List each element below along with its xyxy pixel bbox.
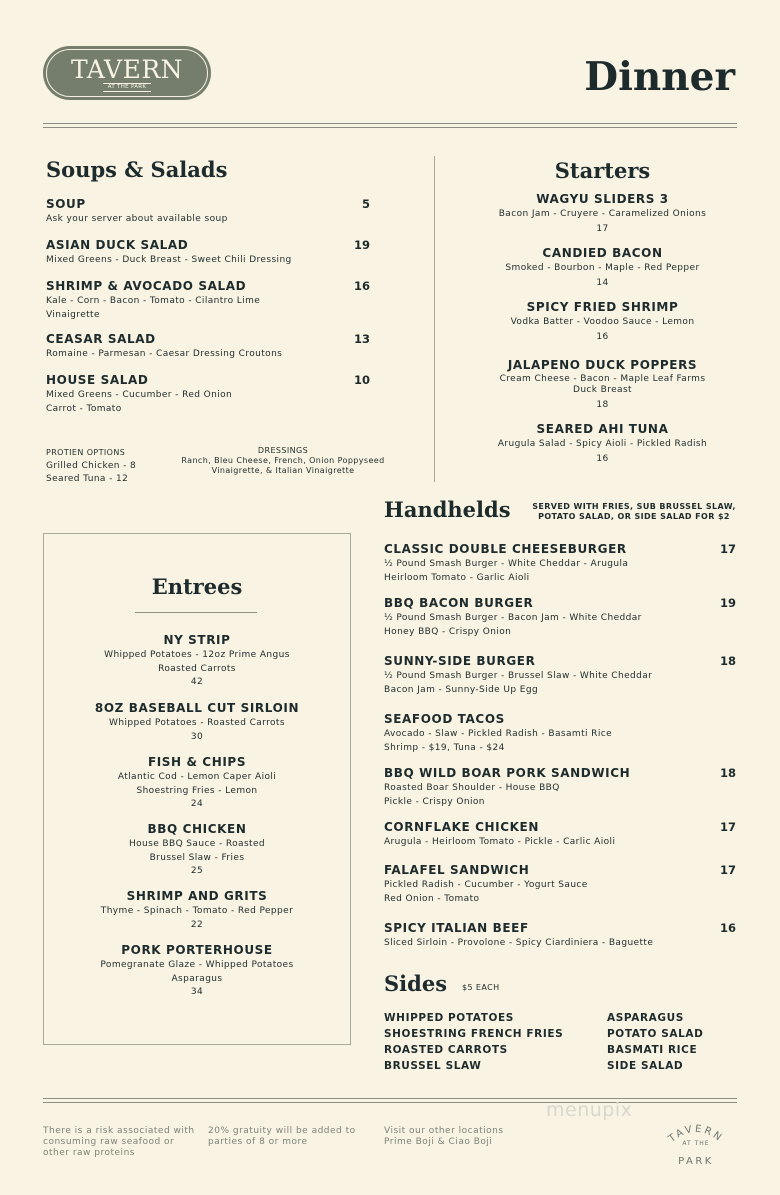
cornflake-chicken-item bbox=[384, 820, 736, 850]
logo-name: TAVERN bbox=[70, 55, 184, 84]
warning-line: other raw proteins bbox=[43, 1148, 135, 1158]
item-price: 16 bbox=[596, 331, 609, 342]
item-desc: Heirloom Tomato - Garlic Aioli bbox=[384, 572, 530, 583]
footer-divider-bottom bbox=[43, 1102, 737, 1103]
item-price: 17 bbox=[719, 820, 736, 834]
item-price: 5 bbox=[361, 197, 370, 211]
handhelds-title: Handhelds bbox=[384, 497, 511, 522]
item-price: 17 bbox=[719, 542, 736, 556]
starters-title: Starters bbox=[554, 158, 651, 183]
item-desc: Shrimp - $19, Tuna - $24 bbox=[384, 742, 505, 753]
item-desc: Bacon Jam - Cruyere - Caramelized Onions bbox=[498, 209, 707, 219]
item-desc: Avocado - Slaw - Pickled Radish - Basamti Rice bbox=[384, 729, 613, 739]
footer-logo-bottom: PARK bbox=[678, 1156, 714, 1167]
item-name: CLASSIC DOUBLE CHEESEBURGER bbox=[384, 542, 627, 556]
jalapeno-duck-poppers-item bbox=[440, 358, 765, 413]
item-name: JALAPENO DUCK POPPERS bbox=[507, 358, 698, 372]
item-desc: ½ Pound Smash Burger - Bacon Jam - White Cheddar bbox=[384, 613, 642, 623]
handhelds-note bbox=[532, 502, 736, 522]
side-item: WHIPPED POTATOES bbox=[384, 1012, 514, 1024]
sides-left-list bbox=[384, 1010, 563, 1074]
ny-strip-item bbox=[43, 633, 351, 690]
house-salad-item bbox=[46, 373, 370, 416]
item-name: SHRIMP & AVOCADO SALAD bbox=[46, 279, 247, 293]
side-item: SHOESTRING FRENCH FRIES bbox=[384, 1028, 564, 1040]
item-price: 17 bbox=[596, 223, 609, 234]
protein-line: Grilled Chicken - 8 bbox=[46, 460, 137, 471]
sides-title: Sides bbox=[384, 971, 448, 996]
seared-ahi-tuna-item bbox=[440, 422, 765, 466]
watermark: menupix bbox=[546, 1099, 633, 1121]
item-desc: Vodka Batter - Voodoo Sauce - Lemon bbox=[510, 317, 695, 327]
item-price: 10 bbox=[353, 373, 370, 387]
protein-options bbox=[46, 446, 136, 487]
sirloin-item bbox=[43, 701, 351, 744]
item-price: 13 bbox=[353, 332, 370, 346]
item-desc: Whipped Potatoes - 12oz Prime Angus bbox=[104, 650, 290, 660]
item-price: 18 bbox=[596, 400, 609, 410]
note-line: SERVED WITH FRIES, SUB BRUSSEL SLAW, bbox=[532, 502, 736, 511]
locations-line: Visit our other locations bbox=[384, 1126, 504, 1136]
footer-divider-top bbox=[43, 1098, 737, 1099]
item-price: 34 bbox=[190, 987, 204, 997]
fish-chips-item bbox=[43, 755, 351, 812]
item-desc: Pomegranate Glaze - Whipped Potatoes bbox=[100, 960, 294, 970]
item-price: 42 bbox=[190, 677, 204, 687]
side-item: BRUSSEL SLAW bbox=[384, 1060, 482, 1072]
classic-cheeseburger-item bbox=[384, 542, 736, 585]
seafood-tacos-item bbox=[384, 712, 736, 755]
item-desc: Honey BBQ - Crispy Onion bbox=[384, 626, 512, 637]
item-desc: Roasted Carrots bbox=[158, 663, 236, 674]
protein-line: Seared Tuna - 12 bbox=[46, 474, 129, 484]
item-price: 25 bbox=[190, 866, 204, 876]
wagyu-sliders-item bbox=[440, 192, 765, 236]
item-name: FALAFEL SANDWICH bbox=[384, 863, 530, 877]
item-desc: Pickle - Crispy Onion bbox=[384, 796, 485, 807]
side-item: SIDE SALAD bbox=[607, 1060, 684, 1072]
item-name: HOUSE SALAD bbox=[46, 373, 149, 387]
footer-logo-top: TAVERN bbox=[666, 1123, 726, 1145]
side-item: POTATO SALAD bbox=[607, 1028, 704, 1040]
item-price: 14 bbox=[596, 277, 609, 288]
boar-sandwich-item bbox=[384, 766, 736, 809]
dressings-line: Ranch, Bleu Cheese, French, Onion Poppyseed bbox=[181, 456, 385, 465]
item-name: SEAFOOD TACOS bbox=[384, 712, 505, 726]
item-price: 18 bbox=[719, 654, 736, 668]
item-name: 8OZ BASEBALL CUT SIRLOIN bbox=[94, 701, 300, 715]
note-line: POTATO SALAD, OR SIDE SALAD FOR $2 bbox=[538, 512, 730, 521]
shrimp-grits-item bbox=[43, 889, 351, 932]
entrees-underline bbox=[135, 612, 257, 613]
item-price: 19 bbox=[719, 596, 736, 610]
footer-logo-mid: AT THE bbox=[682, 1140, 710, 1147]
sides-note: $5 EACH bbox=[462, 983, 500, 992]
item-desc: Bacon Jam - Sunny-Side Up Egg bbox=[384, 684, 539, 695]
item-desc: Arugula - Heirloom Tomato - Pickle - Carlic Aioli bbox=[384, 837, 616, 847]
item-desc: Mixed Greens - Duck Breast - Sweet Chili Dressing bbox=[46, 255, 292, 265]
item-name: SPICY ITALIAN BEEF bbox=[384, 921, 529, 935]
item-name: WAGYU SLIDERS 3 bbox=[536, 192, 669, 206]
side-item: BASMATI RICE bbox=[607, 1044, 698, 1056]
item-name: ASIAN DUCK SALAD bbox=[46, 238, 189, 252]
item-desc: Smoked - Bourbon - Maple - Red Pepper bbox=[505, 263, 700, 273]
candied-bacon-item bbox=[440, 246, 765, 290]
gratuity-note bbox=[208, 1126, 356, 1148]
page-title: Dinner bbox=[584, 54, 735, 100]
bbq-chicken-item bbox=[43, 822, 351, 879]
item-desc: Carrot - Tomato bbox=[46, 403, 122, 414]
asian-duck-salad-item bbox=[46, 238, 370, 268]
italian-beef-item bbox=[384, 921, 736, 951]
item-desc: Vinaigrette bbox=[46, 309, 100, 320]
item-name: CORNFLAKE CHICKEN bbox=[384, 820, 539, 834]
item-name: CEASAR SALAD bbox=[46, 332, 156, 346]
item-name: PORK PORTERHOUSE bbox=[121, 943, 273, 957]
sides-right-list bbox=[607, 1010, 703, 1074]
dressings-line: Vinaigrette, & Italian Vinaigrette bbox=[211, 466, 355, 475]
falafel-sandwich-item bbox=[384, 863, 736, 906]
item-name: SOUP bbox=[46, 197, 86, 211]
header-divider-top bbox=[43, 123, 737, 124]
item-name: CANDIED BACON bbox=[542, 246, 663, 260]
warning-line: consuming raw seafood or bbox=[43, 1137, 175, 1147]
item-name: BBQ WILD BOAR PORK SANDWICH bbox=[384, 766, 631, 780]
tavern-logo bbox=[43, 46, 211, 100]
side-item: ROASTED CARROTS bbox=[384, 1044, 508, 1056]
entrees-title: Entrees bbox=[151, 574, 243, 599]
item-desc: ½ Pound Smash Burger - Brussel Slaw - White Cheddar bbox=[384, 671, 653, 681]
bbq-bacon-burger-item bbox=[384, 596, 736, 639]
spicy-fried-shrimp-item bbox=[440, 300, 765, 344]
shrimp-avocado-salad-item bbox=[46, 279, 370, 322]
item-desc: Romaine - Parmesan - Caesar Dressing Croutons bbox=[46, 349, 283, 359]
ceasar-salad-item bbox=[46, 332, 370, 362]
item-desc: Arugula Salad - Spicy Aioli - Pickled Radish bbox=[497, 439, 708, 449]
item-desc: Pickled Radish - Cucumber - Yogurt Sauce bbox=[384, 880, 588, 890]
item-price: 16 bbox=[719, 921, 736, 935]
logo-subtitle: AT THE PARK bbox=[103, 83, 151, 92]
item-desc: Red Onion - Tomato bbox=[384, 893, 480, 904]
item-desc: Cream Cheese - Bacon - Maple Leaf Farms bbox=[499, 374, 706, 384]
item-price: 19 bbox=[353, 238, 370, 252]
dressings bbox=[170, 446, 396, 476]
header-divider-bottom bbox=[43, 127, 737, 128]
raw-food-warning bbox=[43, 1126, 195, 1159]
gratuity-line: 20% gratuity will be added to bbox=[208, 1126, 356, 1136]
gratuity-line: parties of 8 or more bbox=[208, 1137, 308, 1147]
item-desc: Sliced Sirloin - Provolone - Spicy Ciardiniera - Baguette bbox=[384, 938, 654, 948]
item-desc: Whipped Potatoes - Roasted Carrots bbox=[109, 718, 285, 728]
footer-logo bbox=[658, 1118, 734, 1174]
item-name: SPICY FRIED SHRIMP bbox=[526, 300, 679, 314]
locations-line: Prime Boji & Ciao Boji bbox=[384, 1137, 493, 1147]
item-desc: House BBQ Sauce - Roasted bbox=[128, 839, 266, 849]
item-desc: Mixed Greens - Cucumber - Red Onion bbox=[46, 390, 233, 400]
warning-line: There is a risk associated with bbox=[43, 1126, 195, 1136]
protein-title: PROTIEN OPTIONS bbox=[46, 448, 126, 457]
soups-title: Soups & Salads bbox=[46, 157, 228, 182]
item-desc: ½ Pound Smash Burger - White Cheddar - Arugula bbox=[384, 559, 629, 569]
item-name: SEARED AHI TUNA bbox=[536, 422, 669, 436]
soup-item bbox=[46, 197, 370, 227]
item-price: 30 bbox=[190, 731, 204, 742]
item-desc: Kale - Corn - Bacon - Tomato - Cilantro Lime bbox=[46, 296, 261, 306]
item-desc: Duck Breast bbox=[572, 385, 632, 395]
column-divider bbox=[434, 156, 435, 482]
item-name: BBQ BACON BURGER bbox=[384, 596, 534, 610]
item-name: BBQ CHICKEN bbox=[147, 822, 247, 836]
item-desc: Shoestring Fries - Lemon bbox=[136, 785, 258, 796]
item-desc: Ask your server about available soup bbox=[46, 214, 228, 224]
side-item: ASPARAGUS bbox=[607, 1012, 684, 1024]
sunny-side-burger-item bbox=[384, 654, 736, 697]
item-price: 16 bbox=[353, 279, 370, 293]
item-price: 18 bbox=[719, 766, 736, 780]
item-name: SUNNY-SIDE BURGER bbox=[384, 654, 536, 668]
item-desc: Thyme - Spinach - Tomato - Red Pepper bbox=[100, 906, 294, 916]
item-name: NY STRIP bbox=[163, 633, 231, 647]
item-desc: Roasted Boar Shoulder - House BBQ bbox=[384, 783, 560, 793]
item-name: FISH & CHIPS bbox=[147, 755, 247, 769]
item-price: 17 bbox=[719, 863, 736, 877]
item-desc: Asparagus bbox=[171, 973, 223, 984]
item-desc: Atlantic Cod - Lemon Caper Aioli bbox=[117, 772, 277, 782]
item-price: 24 bbox=[190, 799, 204, 809]
pork-porterhouse-item bbox=[43, 943, 351, 1000]
dressings-title: DRESSINGS bbox=[257, 446, 309, 455]
item-desc: Brussel Slaw - Fries bbox=[149, 852, 245, 863]
item-price: 16 bbox=[596, 453, 609, 464]
other-locations bbox=[384, 1126, 504, 1148]
item-name: SHRIMP AND GRITS bbox=[126, 889, 268, 903]
item-price: 22 bbox=[190, 919, 204, 930]
